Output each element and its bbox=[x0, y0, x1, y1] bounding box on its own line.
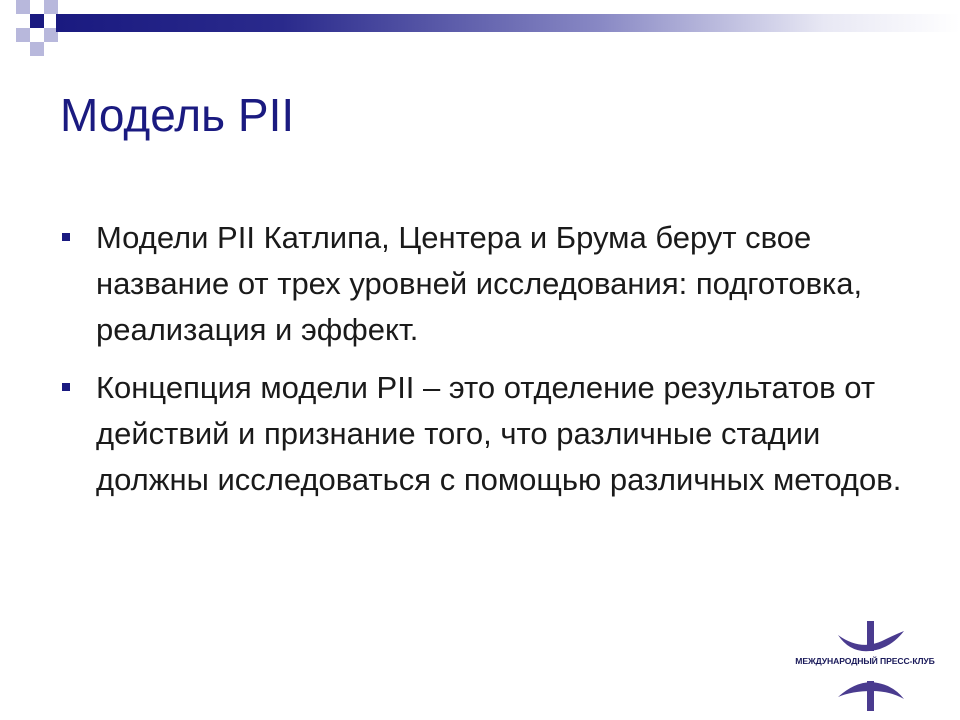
bullet-square-icon bbox=[62, 233, 70, 241]
bullet-text: Концепция модели PII – это отделение результатов от действий и признание того, что различные стадии должны исследоваться с помощью различных методов. bbox=[96, 370, 902, 497]
top-gradient-band bbox=[56, 14, 960, 32]
bullet-square-icon bbox=[62, 383, 70, 391]
slide-title: Модель PII bbox=[60, 89, 295, 141]
bullet-item bbox=[60, 365, 920, 503]
bullet-list bbox=[60, 215, 920, 515]
logo-text: МЕЖДУНАРОДНЫЙ ПРЕСС-КЛУБ bbox=[795, 656, 935, 666]
press-club-logo bbox=[790, 615, 940, 720]
press-club-logo-icon bbox=[790, 615, 940, 720]
bullet-text: Модели PII Катлипа, Центера и Брума берут свое название от трех уровней исследования: подготовка, реализация и эффект. bbox=[96, 220, 863, 347]
bullet-item bbox=[60, 215, 920, 353]
